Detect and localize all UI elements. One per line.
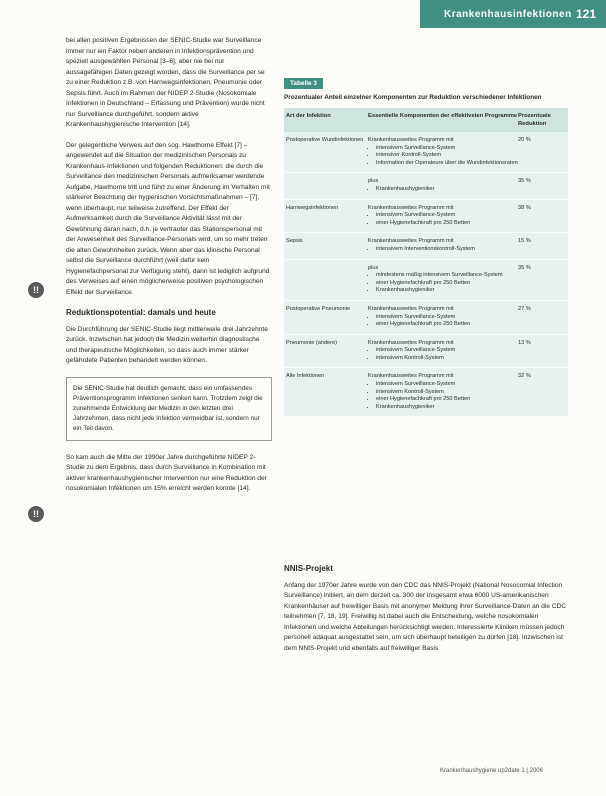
infection-type-cell: Sepsis — [286, 238, 303, 245]
reduction-percent-cell: 35 % — [518, 264, 531, 271]
program-intro: Krankenhausweites Programm mit — [368, 137, 454, 143]
margin-note-icon: !! — [28, 506, 44, 522]
column-header: Essentielle Komponenten der effektivsten Programme — [368, 113, 518, 119]
table-row — [284, 173, 568, 199]
left-column — [66, 36, 272, 505]
component-item: • einer Hygienefachkraft pro 250 Betten — [376, 220, 518, 228]
program-components-cell — [368, 265, 518, 295]
table-row — [284, 233, 568, 259]
table-3 — [284, 72, 568, 417]
component-item: • intensivem Kontroll-System — [376, 389, 518, 397]
program-components-cell — [368, 373, 518, 411]
infection-type-cell: Postoperative Wundinfektionen — [286, 137, 364, 143]
component-item: • einer Hygienefachkraft pro 250 Betten — [376, 396, 518, 404]
section-heading: Reduktionspotential: damals und heute — [66, 308, 216, 317]
component-item: • intensivem Surveillance-System — [376, 347, 518, 355]
component-item: • Krankenhaushygieniker — [376, 186, 518, 194]
nnis-section — [284, 556, 568, 654]
component-item: • intensiver Kontroll-System — [376, 152, 518, 160]
body-paragraph: Anfang der 1970er Jahre wurde von den CDC das NNIS-Projekt (National Nosocomial Infection Surveillance) initiiert, an dem derzeit ca. 300 der insgesamt etwa 6000 US-amerikanischen Krankenhäuser auf freiwilliger Basis mit anonymer Meldung ihrer Surveillance-Daten an die CDC teilnehmen [7, 18, 19]. Freiwillig ist dabei auch die Entscheidung, welche nosokomialen Infektionen und welche Abteilungen herücksichtigt werden. Interessierte Kliniken müssen jedoch personell adäquat ausgestattet sein, um sich überhaupt beteiligen zu dürfen [18]. Inzwischen ist dem NNIS-Projekt und ebenfalls auf freiwilliger Basis — [284, 581, 567, 652]
table-header — [284, 108, 568, 132]
reduction-percent-cell: 15 % — [518, 238, 531, 245]
component-item: • Information der Operateure über die Wundinfektionsraten — [376, 160, 518, 168]
reduction-percent-cell: 35 % — [518, 178, 531, 185]
component-item: • Krankenhaushygieniker — [376, 404, 518, 412]
column-header: Art der Infektion — [286, 113, 331, 119]
infection-type-cell: Postoperative Pneumonie — [286, 305, 351, 312]
program-intro: Krankenhausweites Programm mit — [368, 204, 454, 211]
body-paragraph: bei allen positiven Ergebnissen der SENIC-Studie war Surveillance immer nur ein Faktor neben anderen in Infektionsprävention und speziell ausgewählten Personal [3–6], aber nie bei nur aussagefähigen Daten gezeigt worden, dass die Surveillance per se zu einer Reduktion z.B. von Harnwegsinfektionen, Pneumonie oder Sepsis führt. Auch im Rahmen der NIDEP 2-Studie (Nosokomiale Infektionen in Deutschland – Erfassung und Prävention) wurde nicht nur Surveillance durchgeführt, sondern aktive Krankenhaushygienische Intervention [14]. — [66, 37, 265, 128]
reduction-percent-cell: 32 % — [518, 373, 531, 380]
component-item: • einer Hygienefachkraft pro 250 Betten — [376, 280, 518, 288]
infection-type-cell — [286, 178, 368, 193]
component-item: • intensivem Surveillance-System — [376, 145, 518, 153]
table-body — [284, 132, 568, 417]
program-components-cell — [368, 137, 518, 167]
program-intro: Krankenhausweites Programm mit — [368, 238, 454, 245]
table-caption: Prozentualer Anteil einzelner Komponenten zur Reduktion verschiedener Infektionen — [284, 94, 542, 101]
column-header: Prozentuale Reduktion — [518, 113, 551, 127]
program-intro: Krankenhausweites Programm mit — [368, 339, 454, 346]
table-row — [284, 260, 568, 301]
table-row — [284, 368, 568, 417]
component-item: • intensivem Kontroll-System — [376, 355, 518, 363]
reduction-percent-cell: 20 % — [518, 137, 531, 143]
program-components-cell — [368, 205, 518, 228]
component-item: • intensivem Surveillance-System — [376, 314, 518, 322]
program-components-cell — [368, 238, 518, 253]
page-number: 121 — [575, 7, 596, 21]
component-item: • Krankenhaushygieniker — [376, 287, 518, 295]
infection-type-cell — [286, 265, 368, 295]
page-footer: Krankenhaushygiene up2date 1 | 2006 — [440, 768, 543, 774]
component-item: • intensivem Interventionskontroll-System — [376, 246, 518, 254]
info-box: Die SENIC-Studie hat deutlich gemacht, dass ein umfassendes Präventionsprogramm Infektionen senken kann. Trotzdem zeigt die zunehmende Entwicklung der Medizin in den letzten drei Jahrzehnten, dass nicht jede Infektion vermeidbar ist, sondern nur ein Teil davon. — [66, 377, 272, 441]
running-header — [420, 0, 606, 28]
table-row — [284, 301, 568, 335]
program-intro: Krankenhausweites Programm mit — [368, 305, 454, 312]
program-components-cell — [368, 306, 518, 329]
reduction-percent-cell: 38 % — [518, 204, 531, 211]
reduction-percent-cell: 13 % — [518, 339, 531, 346]
infection-type-cell: Harnwegsinfektionen — [286, 204, 339, 211]
running-header-title: Krankenhausinfektionen — [444, 9, 572, 20]
infection-type-cell: Pneumonie (andere) — [286, 339, 337, 346]
body-paragraph: Der gelegentliche Verweis auf den sog. Hawthorne Effekt [7] – angewendet auf die Situation der medizinischen Personals zu Krankenhaus-Infektionen und folgenden Reduktionen: die durch die Surveillance den medizinischen Personals aufmerksamer werdende Aufgabe, Hawthorne tritt und führt zu einer Änderung im Verhalten mit stärkerer Beachtung der hygienischen Vorsichtsmaßnahmen – [7], wenn überhaupt, nur teilweise zutreffend. Der Effekt der Aufmerksamkeit durch die Surveillance Aktivität lässt mit der Gewöhnung daran nach, d.h. je vertrauter das Stationspersonal mit der Anwesenheit des Surveillance-Personals wird, um so mehr treten die alten Gewohnheiten zurück. Wenn aber das klinische Personal selbst die Surveillance durchführt (weil dafür kein Hygienefachpersonal zur Verfügung steht), dann ist lediglich aufgrund des Verweises auf einen möglicherweise positiven psychologischen Effekt der Surveillance. — [66, 141, 270, 296]
component-item: • einer Hygienefachkraft pro 250 Betten — [376, 321, 518, 329]
table-label: Tabelle 3 — [284, 78, 323, 89]
body-paragraph: So kam auch die Mitte der 1990er Jahre durchgeführte NIDEP 2-Studie zu dem Ergebnis, dass durch Surveillance in Kombination mit aktiver krankenhaushygienischer Intervention nur eine Reduktion der nosokomialen Infektionen um 15% erreicht werden konnte [14]. — [66, 453, 267, 492]
program-components-cell — [368, 178, 518, 193]
component-item: • mindestens mäßig intensivem Surveillance-System — [376, 272, 518, 280]
program-intro: Krankenhausweites Programm mit — [368, 373, 454, 380]
program-components-cell — [368, 340, 518, 363]
table-row — [284, 200, 568, 234]
margin-note-icon: !! — [28, 282, 44, 298]
component-item: • intensivem Surveillance-System — [376, 212, 518, 220]
program-intro: plus — [368, 178, 379, 185]
table-row — [284, 132, 568, 173]
section-heading: NNIS-Projekt — [284, 564, 333, 573]
program-intro: plus — [368, 264, 379, 271]
body-paragraph: Die Durchführung der SENIC-Studie liegt mittlerweile drei Jahrzehnte zurück. Inzwischen hat jedoch die Medizin weiterhin diagnostische und therapeutische Möglichkeiten, so dass auch immer stärker gefährdete Patienten behandelt werden können. — [66, 325, 268, 364]
reduction-percent-cell: 27 % — [518, 305, 531, 312]
infection-type-cell: Alle Infektionen — [286, 373, 325, 380]
table-row — [284, 335, 568, 369]
component-item: • intensivem Surveillance-System — [376, 381, 518, 389]
